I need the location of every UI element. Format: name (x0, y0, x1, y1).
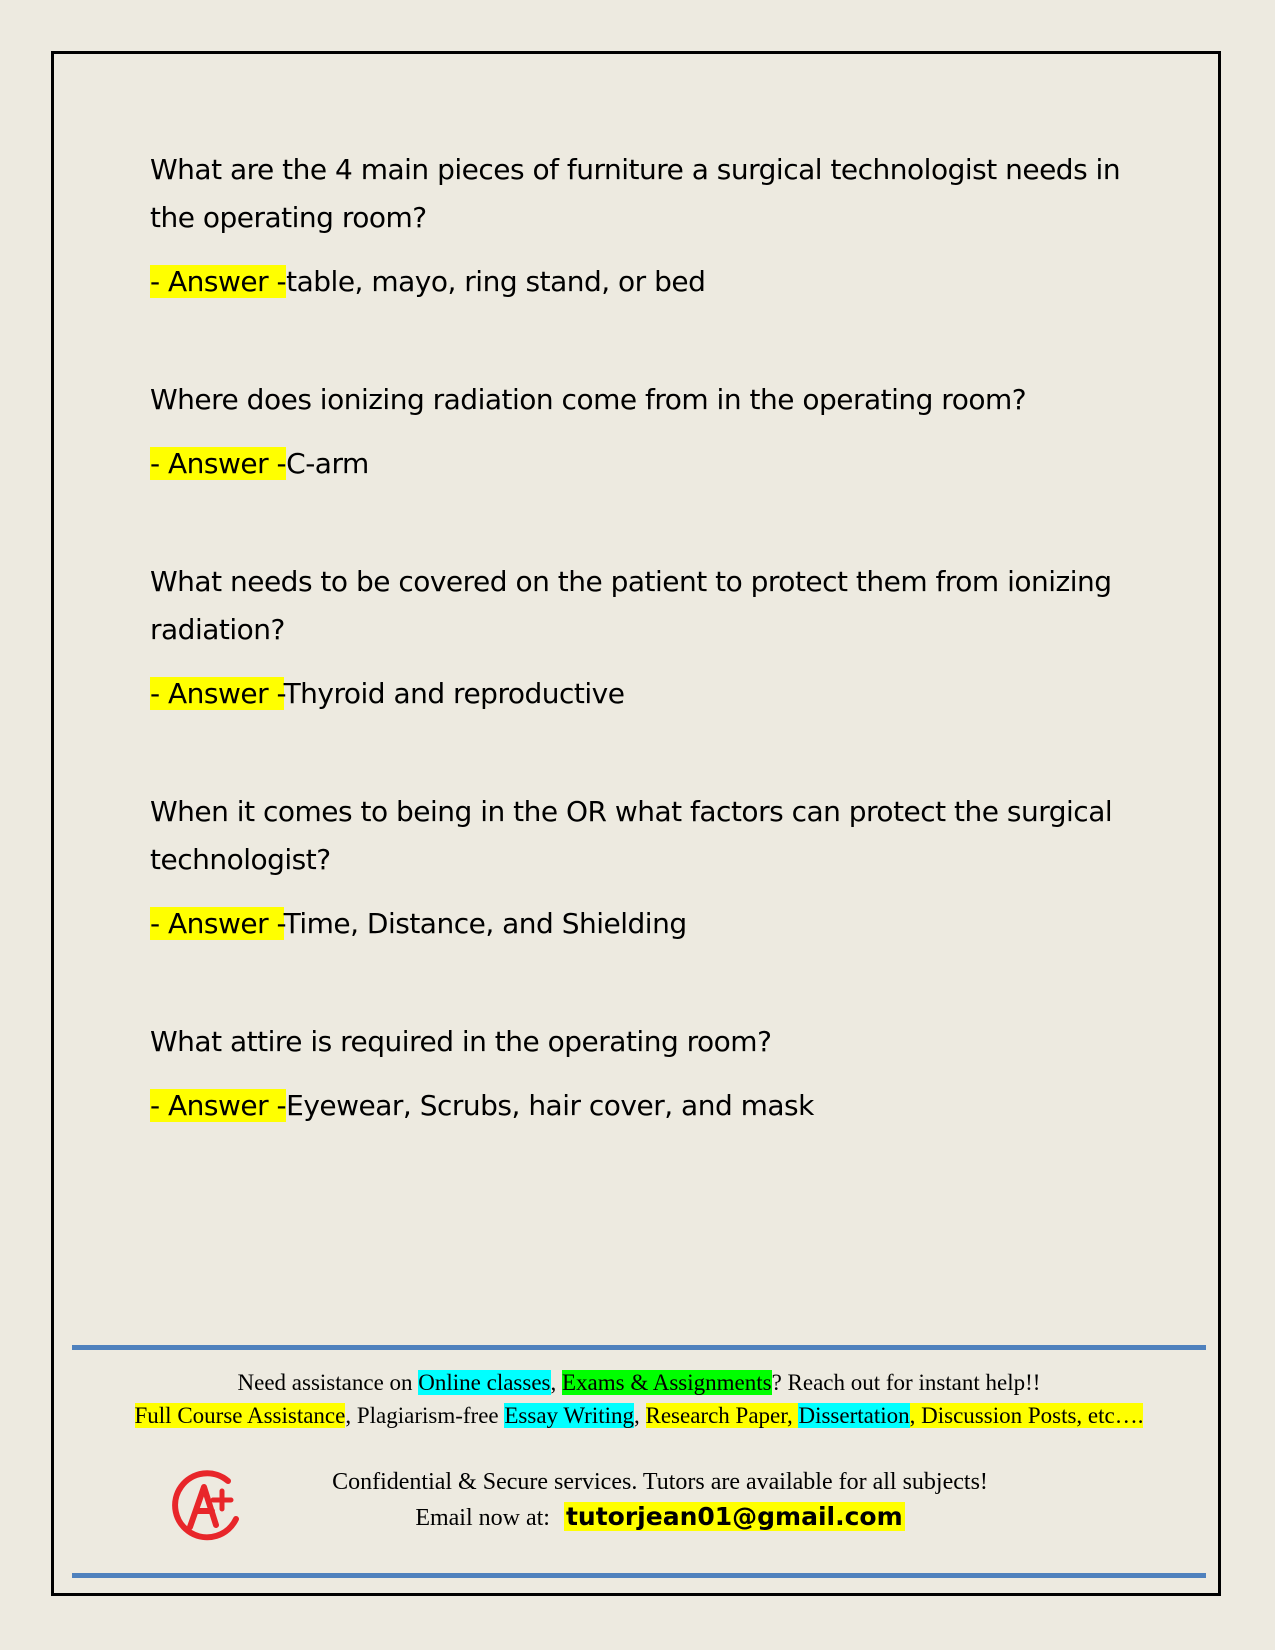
footer-text: , (550, 1370, 562, 1395)
qa-item (150, 1018, 1150, 1128)
answer-line (150, 672, 1150, 716)
footer-divider-top (72, 1345, 1206, 1350)
answer-line (150, 1084, 1150, 1128)
email-link[interactable]: tutorjean01@gmail.com (565, 1502, 903, 1531)
footer-text: , Plagiarism-free (345, 1403, 505, 1428)
essay-writing-highlight: Essay Writing (504, 1403, 634, 1428)
answer-text: table, mayo, ring stand, or bed (286, 265, 706, 298)
answer-prefix: - Answer - (150, 265, 287, 298)
answer-text: Time, Distance, and Shielding (283, 907, 687, 940)
answer-line (150, 902, 1150, 946)
answer-prefix: - Answer - (150, 1089, 287, 1122)
answer-text: Thyroid and reproductive (283, 677, 625, 710)
question-text: What are the 4 main pieces of furniture a surgical technologist needs in the operating room? (150, 153, 1121, 234)
question-text: When it comes to being in the OR what factors can protect the surgical technologist? (150, 795, 1113, 876)
footer-confidential-line: Confidential & Secure services. Tutors are available for all subjects! (332, 1469, 988, 1495)
exams-highlight: Exams & Assignments (562, 1370, 772, 1395)
footer-email-line (160, 1502, 1160, 1533)
full-course-highlight: Full Course Assistance (134, 1403, 346, 1428)
research-paper-highlight: Research Paper, (645, 1403, 799, 1428)
answer-prefix: - Answer - (150, 677, 284, 710)
online-classes-highlight: Online classes (418, 1370, 551, 1395)
question-text: What needs to be covered on the patient to protect them from ionizing radiation? (150, 565, 1112, 646)
footer-assistance-line (72, 1368, 1206, 1398)
footer-services-line (72, 1401, 1206, 1431)
email-label: Email now at: (415, 1505, 556, 1531)
answer-prefix: - Answer - (150, 447, 287, 480)
discussion-posts-highlight: , Discussion Posts, etc…. (909, 1403, 1144, 1428)
question-text: Where does ionizing radiation come from in the operating room? (150, 383, 1027, 416)
qa-item (150, 146, 1150, 304)
answer-line (150, 442, 1150, 486)
qa-item (150, 788, 1150, 946)
footer-text: Need assistance on (237, 1370, 419, 1395)
answer-line (150, 260, 1150, 304)
footer-divider-bottom (72, 1573, 1206, 1578)
footer-text: , (634, 1403, 646, 1428)
answer-text: Eyewear, Scrubs, hair cover, and mask (286, 1089, 814, 1122)
qa-list (150, 146, 1150, 1200)
answer-text: C-arm (286, 447, 369, 480)
dissertation-highlight: Dissertation (798, 1403, 910, 1428)
qa-item (150, 376, 1150, 486)
footer-text: ? Reach out for instant help!! (771, 1370, 1041, 1395)
qa-item (150, 558, 1150, 716)
question-text: What attire is required in the operating room? (150, 1025, 772, 1058)
answer-prefix: - Answer - (150, 907, 284, 940)
